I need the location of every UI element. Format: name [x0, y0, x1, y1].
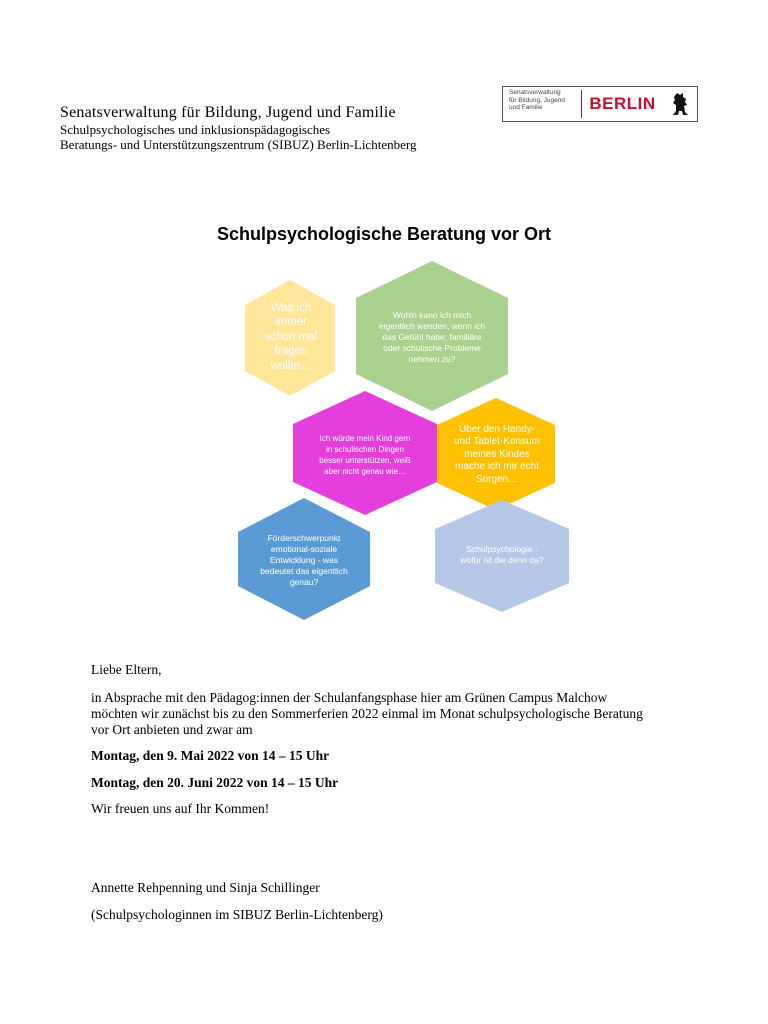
hex-kind-text: Ich würde mein Kind gern in schulischen Dingen besser unterstützen, weiß aber nicht genau wie…	[319, 434, 411, 476]
greeting: Liebe Eltern,	[91, 662, 162, 677]
paragraph-line: in Absprache mit den Pädagog:innen der Schulanfangsphase hier am Grünen Campus Malchow	[91, 690, 608, 705]
signature-role: (Schulpsychologinnen im SIBUZ Berlin-Lichtenberg)	[91, 907, 383, 922]
hex-handy-text: Über den Handy- und Tablet-Konsum meines Kindes mache ich mir echt Sorgen…	[454, 423, 540, 485]
logo-small-line: und Familie	[509, 104, 543, 111]
header-department: Schulpsychologisches und inklusionspädagogisches	[60, 122, 331, 137]
hex-was-ich-text: Was ich immer schon mal fragen wollte…	[264, 301, 318, 372]
logo-small-line: für Bildung, Jugend	[509, 96, 566, 104]
logo-word: BERLIN	[589, 94, 656, 113]
closing-line: Wir freuen uns auf Ihr Kommen!	[91, 801, 270, 816]
logo-small-line: Senatsverwaltung	[509, 89, 561, 96]
hex-wohin-text: Wohin kann ich mich eigentlich wenden, wenn ich das Gefühl habe, familiäre oder schulische Probleme nehmen zu?	[378, 309, 486, 364]
appointment-date-1: Montag, den 9. Mai 2022 von 14 – 15 Uhr	[91, 748, 330, 763]
appointment-date-2: Montag, den 20. Juni 2022 von 14 – 15 Uhr	[91, 775, 339, 790]
paragraph-line: möchten wir zunächst bis zu den Sommerferien 2022 einmal im Monat schulpsychologische Beratung	[91, 706, 643, 721]
header-center: Beratungs- und Unterstützungszentrum (SIBUZ) Berlin-Lichtenberg	[60, 137, 417, 152]
document-title: Schulpsychologische Beratung vor Ort	[216, 224, 552, 244]
header-organization: Senatsverwaltung für Bildung, Jugend und Familie	[60, 104, 396, 121]
hex-wofuer-text: Schulpsychologie - wofür ist die denn da?	[460, 544, 544, 565]
hex-foerder-text: Förderschwerpunkt emotional-soziale Entwicklung - was bedeutet das eigentlich genau?	[260, 532, 348, 587]
paragraph-line: vor Ort anbieten und zwar am	[91, 722, 253, 737]
signature: Annette Rehpenning und Sinja Schillinger	[91, 880, 320, 895]
